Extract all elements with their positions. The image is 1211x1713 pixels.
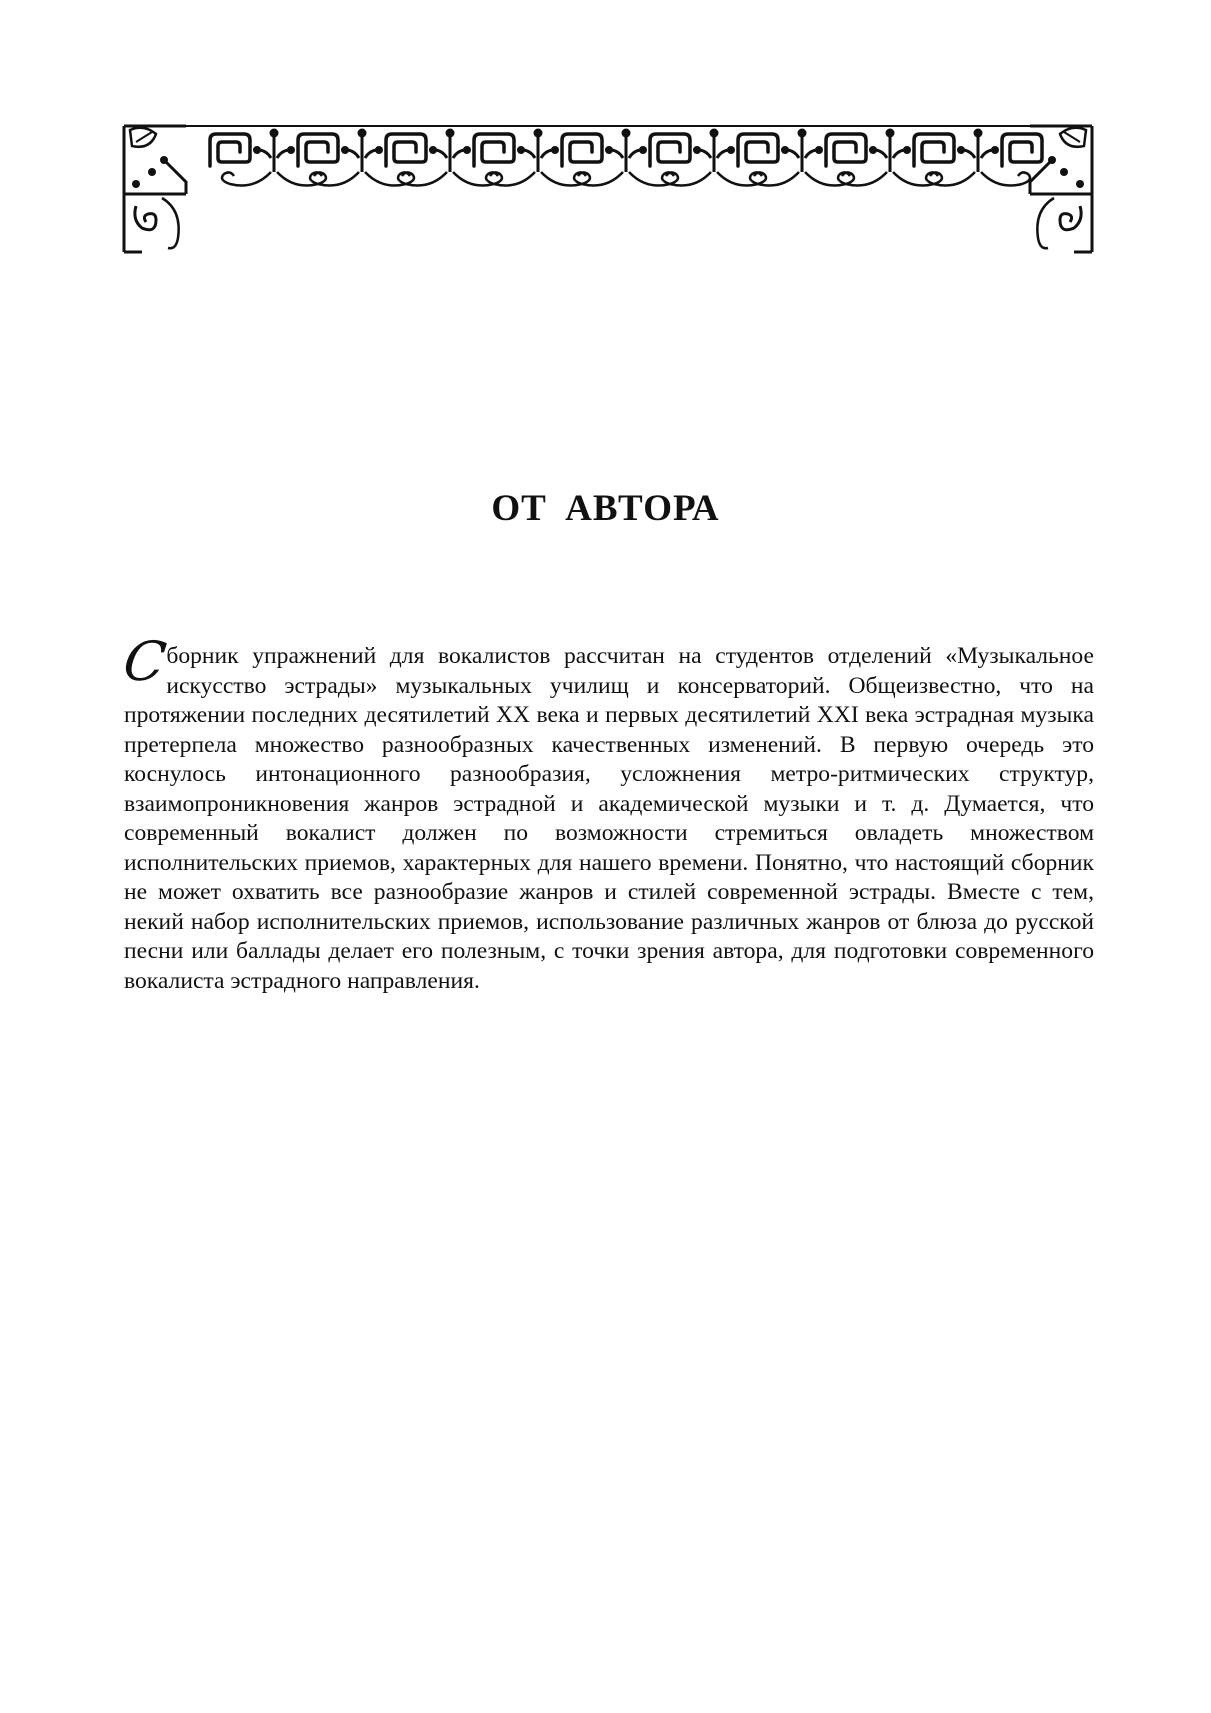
author-foreword-paragraph [119, 630, 1094, 996]
drop-cap: С [119, 630, 170, 693]
paragraph-text: борник упражнений для вокалистов рассчитан на студентов отделений «Музыкальное искусство эстрады» музыкальных училищ и консерваторий. Общеизвестно, что на протяжении последних десятилетий XX века и первых десятилетий XXI века эстрадная музыка претерпела множество разнообразных качественных изменений. В первую очередь это коснулось интонационного разнообразия, усложнения метро-ритмических структур, взаимопроникновения жанров эстрадной и академической музыки и т. д. Думается, что современный вокалист должен по возможности стремиться овладеть множеством исполнительских приемов, характерных для нашего времени. Понятно, что настоящий сборник не может охватить все разнообразие жанров и стилей современной эстрады. Вместе с тем, некий набор исполнительских приемов, использование различных жанров от блюза до русской песни или баллады делает его полезным, с точки зрения автора, для подготовки современного вокалиста эстрадного направления. [124, 643, 1094, 994]
page-title: ОТ АВТОРА [491, 488, 720, 529]
decorative-border-ornament [122, 120, 1094, 262]
